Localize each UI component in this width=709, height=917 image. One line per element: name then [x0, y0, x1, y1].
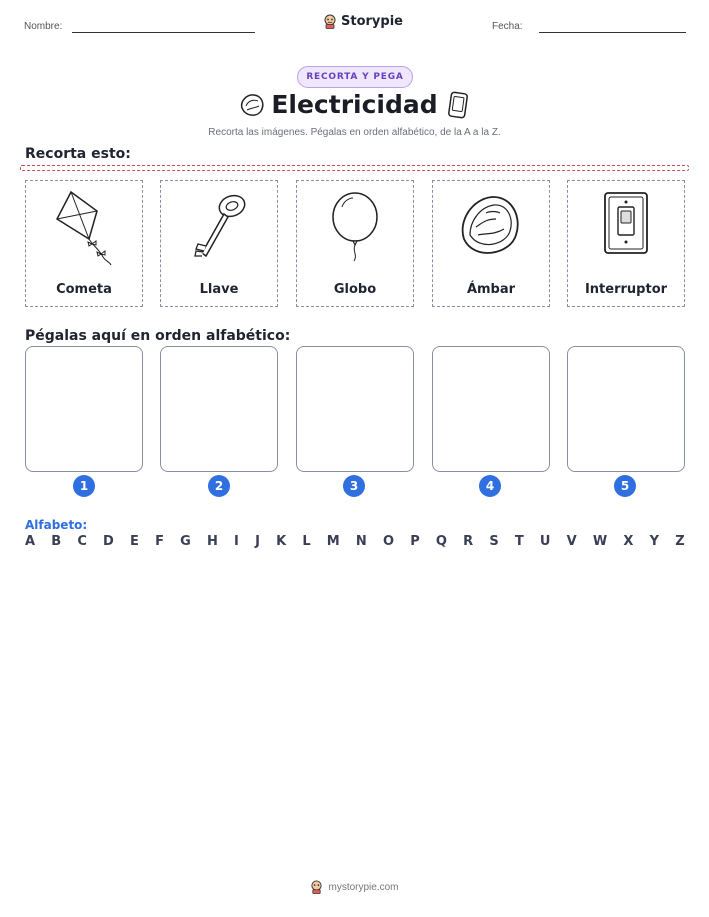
card-label: Cometa — [56, 282, 112, 297]
cut-card-interruptor[interactable] — [567, 180, 685, 307]
slot-number-1: 1 — [73, 475, 95, 497]
page-title: Electricidad — [271, 90, 438, 119]
alphabet-letter: G — [180, 534, 191, 549]
alphabet-letter: J — [255, 534, 260, 549]
card-label: Globo — [333, 282, 377, 297]
storypie-mascot-icon — [310, 880, 323, 894]
card-label: Llave — [199, 282, 239, 297]
phone-title-icon — [446, 91, 470, 119]
paste-box-3[interactable] — [296, 346, 414, 472]
footer — [0, 880, 709, 894]
storypie-mascot-icon — [323, 14, 337, 29]
alphabet-letter: H — [206, 534, 218, 549]
alphabet-letter: T — [514, 534, 524, 549]
paste-box-2[interactable] — [160, 346, 278, 472]
slot-number-4: 4 — [479, 475, 501, 497]
cut-section-title: Recorta esto: — [25, 146, 131, 162]
paste-box-1[interactable] — [25, 346, 143, 472]
alphabet-letter: D — [103, 534, 114, 549]
alphabet-row — [25, 534, 685, 549]
cut-line — [20, 165, 689, 171]
name-field-line[interactable] — [72, 32, 255, 33]
alphabet-title: Alfabeto: — [25, 518, 88, 532]
alphabet-letter: Y — [649, 534, 660, 549]
cut-card-ambar[interactable] — [432, 180, 550, 307]
alphabet-letter: V — [566, 534, 577, 549]
alphabet-letter: P — [410, 534, 420, 549]
cut-card-globo[interactable] — [296, 180, 414, 307]
alphabet-letter: U — [539, 534, 551, 549]
cut-card-llave[interactable] — [160, 180, 278, 307]
alphabet-letter: K — [276, 534, 287, 549]
slot-number-3: 3 — [343, 475, 365, 497]
alphabet-letter: B — [51, 534, 62, 549]
balloon-icon — [320, 189, 390, 269]
light-switch-icon — [591, 189, 661, 269]
alphabet-letter: W — [592, 534, 608, 549]
paste-box-5[interactable] — [567, 346, 685, 472]
date-label: Fecha: — [492, 21, 523, 32]
alphabet-letter: N — [355, 534, 367, 549]
alphabet-letter: X — [623, 534, 634, 549]
kite-icon — [49, 189, 119, 269]
name-label: Nombre: — [24, 21, 63, 32]
card-label: Ámbar — [466, 282, 516, 297]
alphabet-letter: R — [463, 534, 474, 549]
amber-stone-icon — [456, 189, 526, 269]
alphabet-letter: O — [382, 534, 395, 549]
slot-number-2: 2 — [208, 475, 230, 497]
alphabet-letter: E — [130, 534, 139, 549]
card-label: Interruptor — [584, 282, 668, 297]
brand-name: Storypie — [341, 14, 403, 29]
brand-logo — [323, 14, 403, 29]
paste-section-title: Pégalas aquí en orden alfabético: — [25, 328, 291, 344]
paste-box-4[interactable] — [432, 346, 550, 472]
alphabet-letter: A — [25, 534, 36, 549]
date-field-line[interactable] — [539, 32, 686, 33]
cut-card-cometa[interactable] — [25, 180, 143, 307]
activity-badge: RECORTA Y PEGA — [297, 66, 413, 88]
alphabet-letter: S — [489, 534, 499, 549]
alphabet-letter: Z — [675, 534, 685, 549]
slot-number-5: 5 — [614, 475, 636, 497]
alphabet-letter: Q — [435, 534, 447, 549]
alphabet-letter: F — [155, 534, 164, 549]
alphabet-letter: M — [326, 534, 340, 549]
instructions-text: Recorta las imágenes. Pégalas en orden alfabético, de la A a la Z. — [208, 127, 501, 138]
key-icon — [184, 189, 254, 269]
alphabet-letter: I — [234, 534, 239, 549]
footer-site[interactable]: mystorypie.com — [328, 881, 399, 893]
alphabet-letter: C — [77, 534, 87, 549]
alphabet-letter: L — [302, 534, 311, 549]
